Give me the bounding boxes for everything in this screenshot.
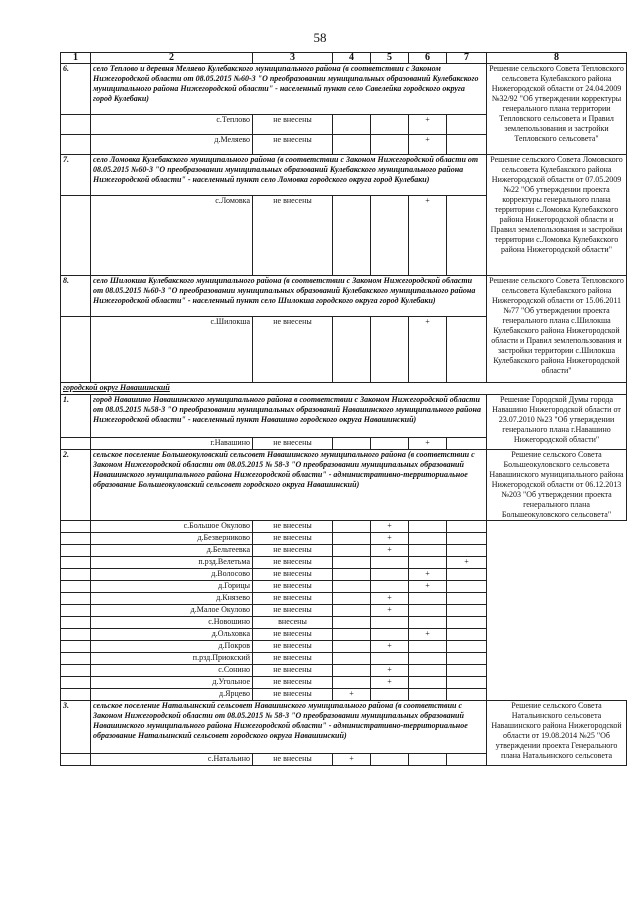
mark-cell [333,545,371,557]
mark-cell [371,581,409,593]
blank-cell [61,196,91,276]
mark-cell [333,617,371,629]
mark-cell [409,545,447,557]
mark-cell [447,641,487,653]
blank-cell [61,629,91,641]
settlement-name: п.рзд.Приокский [91,653,253,665]
entry-document: Решение сельского Совета Ломовского сельсовета Кулебакского района Нижегородской области от 07.05.2009 №22 "Об утверждении проекта корректуры генерального плана территории с.Ломовка Кулебакского района Нижегородской области и Правил землепользования и застройки территории с.Ломовка Кулебакского района Нижегородской области" [487,155,627,276]
mark-cell [371,754,409,766]
mark-cell [447,629,487,641]
col-header: 6 [409,53,447,64]
mark-cell [333,317,371,383]
col-header: 7 [447,53,487,64]
blank-cell [61,438,91,450]
table-row [61,521,627,533]
mark-cell [371,115,409,135]
settlement-name: д.Горицы [91,581,253,593]
table-row [61,689,627,701]
settlement-name: с.Натальино [91,754,253,766]
entry-number: 3. [61,701,91,754]
blank-cell [61,521,91,533]
blank-cell [61,605,91,617]
changes-status: не внесены [253,557,333,569]
mark-cell [371,653,409,665]
settlement-name: с.Шилокша [91,317,253,383]
settlement-name: д.Ярцево [91,689,253,701]
mark-cell [333,581,371,593]
mark-cell: + [447,557,487,569]
mark-cell [409,754,447,766]
entry-number: 6. [61,64,91,115]
changes-status: не внесены [253,665,333,677]
mark-cell [371,557,409,569]
table-row [61,569,627,581]
changes-status: не внесены [253,196,333,276]
blank-cell [61,677,91,689]
mark-cell [333,629,371,641]
mark-cell [333,653,371,665]
mark-cell [371,317,409,383]
blank-cell [61,557,91,569]
mark-cell [447,545,487,557]
mark-cell: + [409,569,447,581]
mark-cell [371,617,409,629]
settlements-table [60,52,627,766]
table-row [61,653,627,665]
table-row [61,665,627,677]
mark-cell [371,689,409,701]
blank-cell [61,665,91,677]
mark-cell [371,135,409,155]
mark-cell: + [409,581,447,593]
mark-cell [447,438,487,450]
mark-cell [447,196,487,276]
mark-cell: + [371,665,409,677]
entry-description: сельское поселение Большеокуловский сельсовет Навашинского муниципального района (в соответствии с Законом Нижегородской области от 08.05.2015 № 58-3 "О преобразовании муниципальных образований Навашинского муниципального района Нижегородской области" - административно-территориальное образование Большеокуловский сельсовет городского округа Навашинский) [91,450,487,521]
mark-cell [409,653,447,665]
mark-cell [447,605,487,617]
mark-cell [409,533,447,545]
blank-cell [61,569,91,581]
mark-cell [447,317,487,383]
table-row [61,641,627,653]
mark-cell [333,557,371,569]
mark-cell [371,629,409,641]
mark-cell: + [371,593,409,605]
table-row [61,64,627,115]
mark-cell: + [333,754,371,766]
mark-cell [371,196,409,276]
mark-cell: + [371,545,409,557]
changes-status: не внесены [253,317,333,383]
settlement-name: с.Большое Окулово [91,521,253,533]
header-row [61,53,627,64]
changes-status: не внесены [253,593,333,605]
mark-cell: + [371,533,409,545]
settlement-name: д.Волосово [91,569,253,581]
mark-cell [447,689,487,701]
entry-description: село Ломовка Кулебакского муниципального района (в соответствии с Законом Нижегородской области от 08.05.2015 №60-3 "О преобразовании муниципальных образований Кулебакского муниципального района Нижегородской области" - населенный пункт село Ломовка городского округа город Кулебаки) [91,155,487,196]
settlement-name: г.Навашино [91,438,253,450]
table-row [61,155,627,196]
settlement-name: д.Ольховка [91,629,253,641]
entry-document: Решение сельского Совета Тепловского сельсовета Кулебакского района Нижегородской области от 24.04.2009 №32/92 "Об утверждении корректуры генерального плана территории Тепловского сельсовета и Правил землепользования и застройки Тепловского сельсовета" [487,64,627,155]
blank-cell [61,641,91,653]
mark-cell [447,754,487,766]
blank-cell [61,533,91,545]
n2-settlements [61,521,627,701]
changes-status: не внесены [253,605,333,617]
changes-status: не внесены [253,641,333,653]
changes-status: не внесены [253,521,333,533]
blank-cell [61,317,91,383]
changes-status: не внесены [253,677,333,689]
entry-description: город Навашино Навашинского муниципального района в соответствии с Законом Нижегородской области от 08.05.2015 №58-3 "О преобразовании муниципальных образований Навашинского муниципального района Нижегородской области" - населенный пункт Навашино городского округа Навашинский) [91,395,487,438]
mark-cell: + [371,605,409,617]
mark-cell [333,605,371,617]
entry-number: 7. [61,155,91,196]
settlement-name: с.Сонино [91,665,253,677]
entry-document: Решение Городской Думы города Навашино Нижегородской области от 23.07.2010 №23 "Об утверждении генерального плана г.Навашино Нижегородской области" [487,395,627,450]
mark-cell [409,605,447,617]
entry-document: Решение сельского Совета Тепловского сельсовета Кулебакского района Нижегородской области от 15.06.2011 №77 "Об утверждении проекта генерального плана с.Шилокша Кулебакского района Нижегородской области и Правил землепользования и застройки территории с.Шилокша Кулебакского района Нижегородской области" [487,276,627,383]
mark-cell: + [409,438,447,450]
settlement-name: с.Ломовка [91,196,253,276]
entry-document: Решение сельского Совета Натальинского сельсовета Навашинского района Нижегородской области от 19.08.2014 №25 "Об утверждении проекта Генерального плана Натальинского сельсовета [487,701,627,766]
blank-cell [61,689,91,701]
page-number: 58 [313,30,327,45]
entry-number: 8. [61,276,91,317]
mark-cell [447,617,487,629]
mark-cell [409,641,447,653]
mark-cell [447,653,487,665]
table-row [61,545,627,557]
blank-cell [61,115,91,135]
mark-cell [333,677,371,689]
mark-cell [371,569,409,581]
mark-cell [447,569,487,581]
entry-document: Решение сельского Совета Большеокуловского сельсовета Навашинского муниципального района Нижегородской области от 06.12.2013 №203 "Об утверждении проекта генерального плана Большеокуловского сельсовета" [487,450,627,521]
mark-cell [447,665,487,677]
mark-cell [333,135,371,155]
mark-cell [409,521,447,533]
settlement-name: д.Князево [91,593,253,605]
section-title: городской округ Навашинский [61,383,627,395]
settlement-name: д.Угольное [91,677,253,689]
mark-cell [409,617,447,629]
settlement-name: д.Малое Окулово [91,605,253,617]
changes-status: не внесены [253,689,333,701]
mark-cell [333,641,371,653]
settlement-name: д.Меляево [91,135,253,155]
table-row [61,593,627,605]
mark-cell [447,521,487,533]
entry-description: село Теплово и деревня Меляево Кулебакского муниципального района (в соответствии с Законом Нижегородской области от 08.05.2015 №60-3 "О преобразовании муниципальных образований Кулебакского муниципального района Нижегородской области" - населенный пункт село Савелейка городского округа город Кулебаки) [91,64,487,115]
changes-status: не внесены [253,115,333,135]
changes-status: не внесены [253,653,333,665]
table-row [61,617,627,629]
mark-cell: + [409,135,447,155]
table-row [61,677,627,689]
mark-cell [333,665,371,677]
mark-cell: + [333,689,371,701]
entry-description: сельское поселение Натальинский сельсовет Навашинского муниципального района (в соответствии с Законом Нижегородской области от 08.05.2015 № 58-3 "О преобразовании муниципальных образований Навашинского муниципального района Нижегородской области" - административно-территориальное образование Натальинский сельсовет городского округа Навашинский) [91,701,487,754]
mark-cell [409,677,447,689]
settlement-name: д.Покров [91,641,253,653]
blank-cell [61,135,91,155]
table-row [61,276,627,317]
mark-cell [333,438,371,450]
settlement-name: д.Безверниково [91,533,253,545]
mark-cell [409,593,447,605]
mark-cell: + [409,317,447,383]
mark-cell [447,533,487,545]
settlement-name: п.рзд.Велетьма [91,557,253,569]
mark-cell [409,557,447,569]
mark-cell [333,533,371,545]
mark-cell [447,115,487,135]
col-header: 3 [253,53,333,64]
table-row [61,533,627,545]
col-header: 2 [91,53,253,64]
blank-cell [61,545,91,557]
blank-cell [61,581,91,593]
mark-cell: + [409,629,447,641]
mark-cell: + [409,196,447,276]
mark-cell [447,593,487,605]
col-header: 5 [371,53,409,64]
mark-cell [371,438,409,450]
settlement-name: с.Новошино [91,617,253,629]
blank-cell [61,617,91,629]
col-header: 8 [487,53,627,64]
table-row [61,701,627,754]
changes-status: не внесены [253,629,333,641]
table-row [61,557,627,569]
settlement-name: с.Теплово [91,115,253,135]
section-row [61,383,627,395]
entry-description: село Шилокша Кулебакского муниципального района (в соответствии с Законом Нижегородской области от 08.05.2015 №60-3 "О преобразовании муниципальных образований Кулебакского муниципального района Нижегородской области" - населенный пункт село Шилокша городского округа город Кулебаки) [91,276,487,317]
mark-cell [447,677,487,689]
blank-cell [61,653,91,665]
table-row [61,450,627,521]
col-header: 1 [61,53,91,64]
mark-cell: + [371,641,409,653]
changes-status: не внесены [253,545,333,557]
entry-number: 1. [61,395,91,438]
mark-cell [333,521,371,533]
mark-cell [409,689,447,701]
mark-cell [447,581,487,593]
table-row [61,605,627,617]
changes-status: не внесены [253,581,333,593]
table-row [61,629,627,641]
settlement-name: д.Бельтеевка [91,545,253,557]
mark-cell: + [371,677,409,689]
col-header: 4 [333,53,371,64]
mark-cell: + [371,521,409,533]
table-row [61,581,627,593]
blank-cell [61,593,91,605]
mark-cell [333,115,371,135]
changes-status: не внесены [253,533,333,545]
table-row [61,395,627,438]
mark-cell [333,569,371,581]
mark-cell [409,665,447,677]
changes-status: не внесены [253,569,333,581]
changes-status: не внесены [253,438,333,450]
changes-status: не внесены [253,135,333,155]
mark-cell [333,593,371,605]
mark-cell: + [409,115,447,135]
entry-number: 2. [61,450,91,521]
mark-cell [447,135,487,155]
changes-status: внесены [253,617,333,629]
blank-cell [61,754,91,766]
mark-cell [333,196,371,276]
changes-status: не внесены [253,754,333,766]
